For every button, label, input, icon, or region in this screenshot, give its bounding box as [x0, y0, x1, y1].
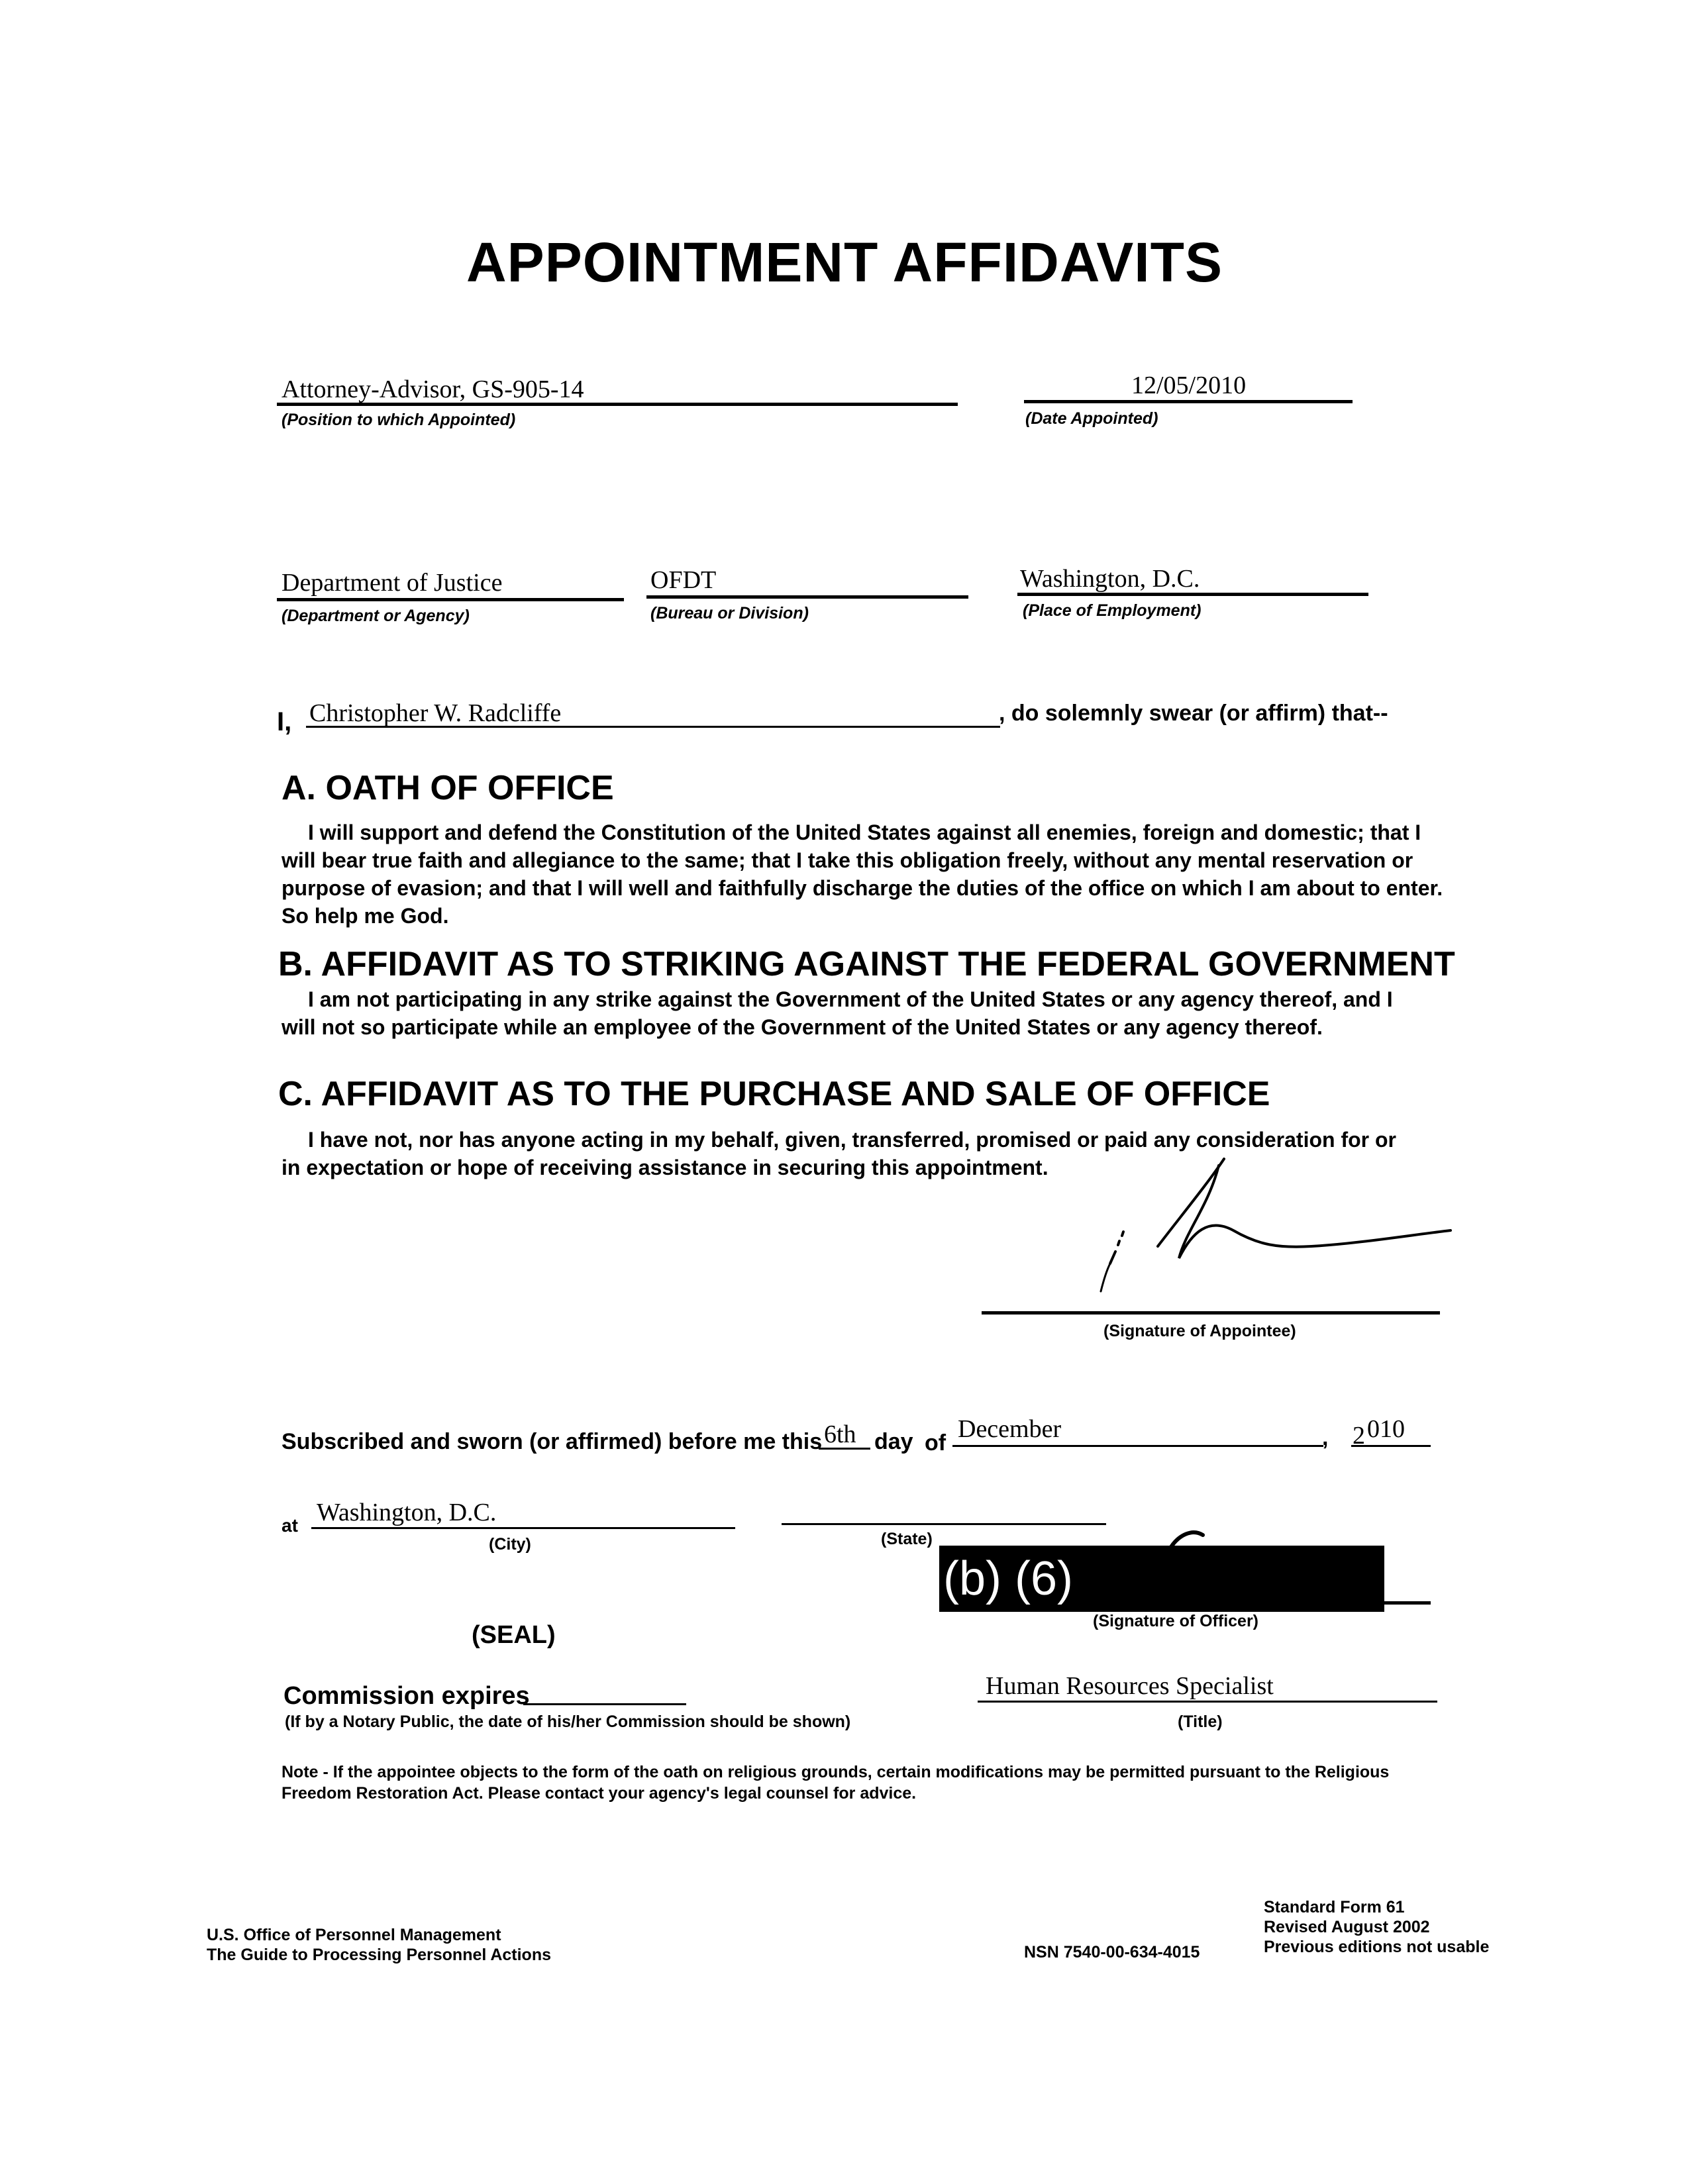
section-a-heading: A. OATH OF OFFICE [282, 769, 614, 807]
subscribed-year-line [1351, 1445, 1431, 1447]
officer-signature-caption: (Signature of Officer) [1093, 1612, 1259, 1630]
bureau-line [646, 595, 968, 599]
at-label: at [282, 1515, 298, 1536]
position-caption: (Position to which Appointed) [282, 411, 516, 429]
position-line [277, 403, 958, 406]
position-value: Attorney-Advisor, GS-905-14 [282, 375, 584, 403]
subscribed-day-value: 6th [824, 1420, 856, 1448]
place-caption: (Place of Employment) [1023, 601, 1202, 620]
section-c-body: I have not, nor has anyone acting in my behalf, given, transferred, promised or paid any consideration for or in expectation or hope of receiving assistance in securing this appointment. [282, 1128, 1396, 1179]
appointee-signature-line [982, 1311, 1440, 1315]
appointee-signature-caption: (Signature of Appointee) [1103, 1322, 1296, 1340]
subscribed-text: Subscribed and sworn (or affirmed) before me this [282, 1429, 823, 1454]
form-title: APPOINTMENT AFFIDAVITS [466, 231, 1223, 293]
subscribed-month-line [952, 1445, 1323, 1447]
appointee-name-line [306, 726, 1000, 728]
date-appointed-caption: (Date Appointed) [1025, 409, 1158, 428]
place-line [1017, 593, 1368, 596]
place-value: Washington, D.C. [1020, 565, 1200, 593]
subscribed-of-label: of [925, 1430, 947, 1456]
commission-line [523, 1703, 686, 1705]
section-b-heading: B. AFFIDAVIT AS TO STRIKING AGAINST THE FEDERAL GOVERNMENT [278, 945, 1455, 983]
redaction-block: (b) (6) [939, 1546, 1384, 1612]
section-c-heading: C. AFFIDAVIT AS TO THE PURCHASE AND SALE OF OFFICE [278, 1075, 1270, 1113]
state-caption: (State) [881, 1530, 933, 1548]
appointee-signature-image [1060, 1152, 1470, 1324]
subscribed-comma: , [1322, 1425, 1329, 1450]
section-a-body: I will support and defend the Constitution of the United States against all enemies, foreign and domestic; that I will bear true faith and allegiance to the same; that I take this obligation freely, without any mental reservation or purpose of evasion; and that I will well and faithfully discharge the duties of the office on which I am about to enter. So help me God. [282, 820, 1443, 928]
footer-form-name: Standard Form 61 [1264, 1898, 1405, 1916]
commission-label: Commission expires [283, 1682, 530, 1710]
department-value: Department of Justice [282, 569, 503, 597]
department-caption: (Department or Agency) [282, 607, 470, 625]
city-value: Washington, D.C. [317, 1499, 497, 1526]
department-line [277, 598, 624, 601]
subscribed-year-value: 010 [1367, 1415, 1405, 1443]
subscribed-day-line [819, 1448, 870, 1450]
subscribed-year-prefix: 2 [1353, 1422, 1365, 1450]
subscribed-month-value: December [958, 1415, 1062, 1443]
footer-revised: Revised August 2002 [1264, 1918, 1430, 1936]
bureau-value: OFDT [650, 566, 717, 594]
oath-suffix: , do solemnly swear (or affirm) that-- [999, 701, 1388, 726]
date-appointed-value: 12/05/2010 [1131, 372, 1247, 399]
state-line [782, 1523, 1106, 1525]
seal-label: (SEAL) [472, 1621, 556, 1649]
officer-title-caption: (Title) [1178, 1712, 1223, 1731]
appointee-name: Christopher W. Radcliffe [309, 699, 562, 727]
officer-title-line [978, 1701, 1437, 1703]
subscribed-day-label: day [874, 1429, 913, 1454]
city-line [311, 1527, 735, 1529]
officer-signature-line [1380, 1601, 1431, 1605]
section-b-body: I am not participating in any strike against the Government of the United States or any agency thereof, and I will not so participate while an employee of the Government of the United States or any agency thereof. [282, 987, 1393, 1039]
commission-caption: (If by a Notary Public, the date of his/her Commission should be shown) [285, 1712, 851, 1731]
bureau-caption: (Bureau or Division) [650, 604, 809, 622]
date-appointed-line [1024, 400, 1353, 403]
oath-prefix: I, [277, 707, 292, 736]
city-caption: (City) [489, 1535, 531, 1554]
footer-nsn: NSN 7540-00-634-4015 [1024, 1943, 1200, 1961]
footer-agency-line2: The Guide to Processing Personnel Actions [207, 1946, 552, 1964]
footer-previous: Previous editions not usable [1264, 1938, 1490, 1956]
officer-title-value: Human Resources Specialist [986, 1672, 1274, 1700]
note: Note - If the appointee objects to the form of the oath on religious grounds, certain modifications may be permitted pursuant to the Religious Freedom Restoration Act. Please contact your agency's legal counsel for advice. [282, 1763, 1390, 1803]
footer-agency-line1: U.S. Office of Personnel Management [207, 1926, 501, 1944]
